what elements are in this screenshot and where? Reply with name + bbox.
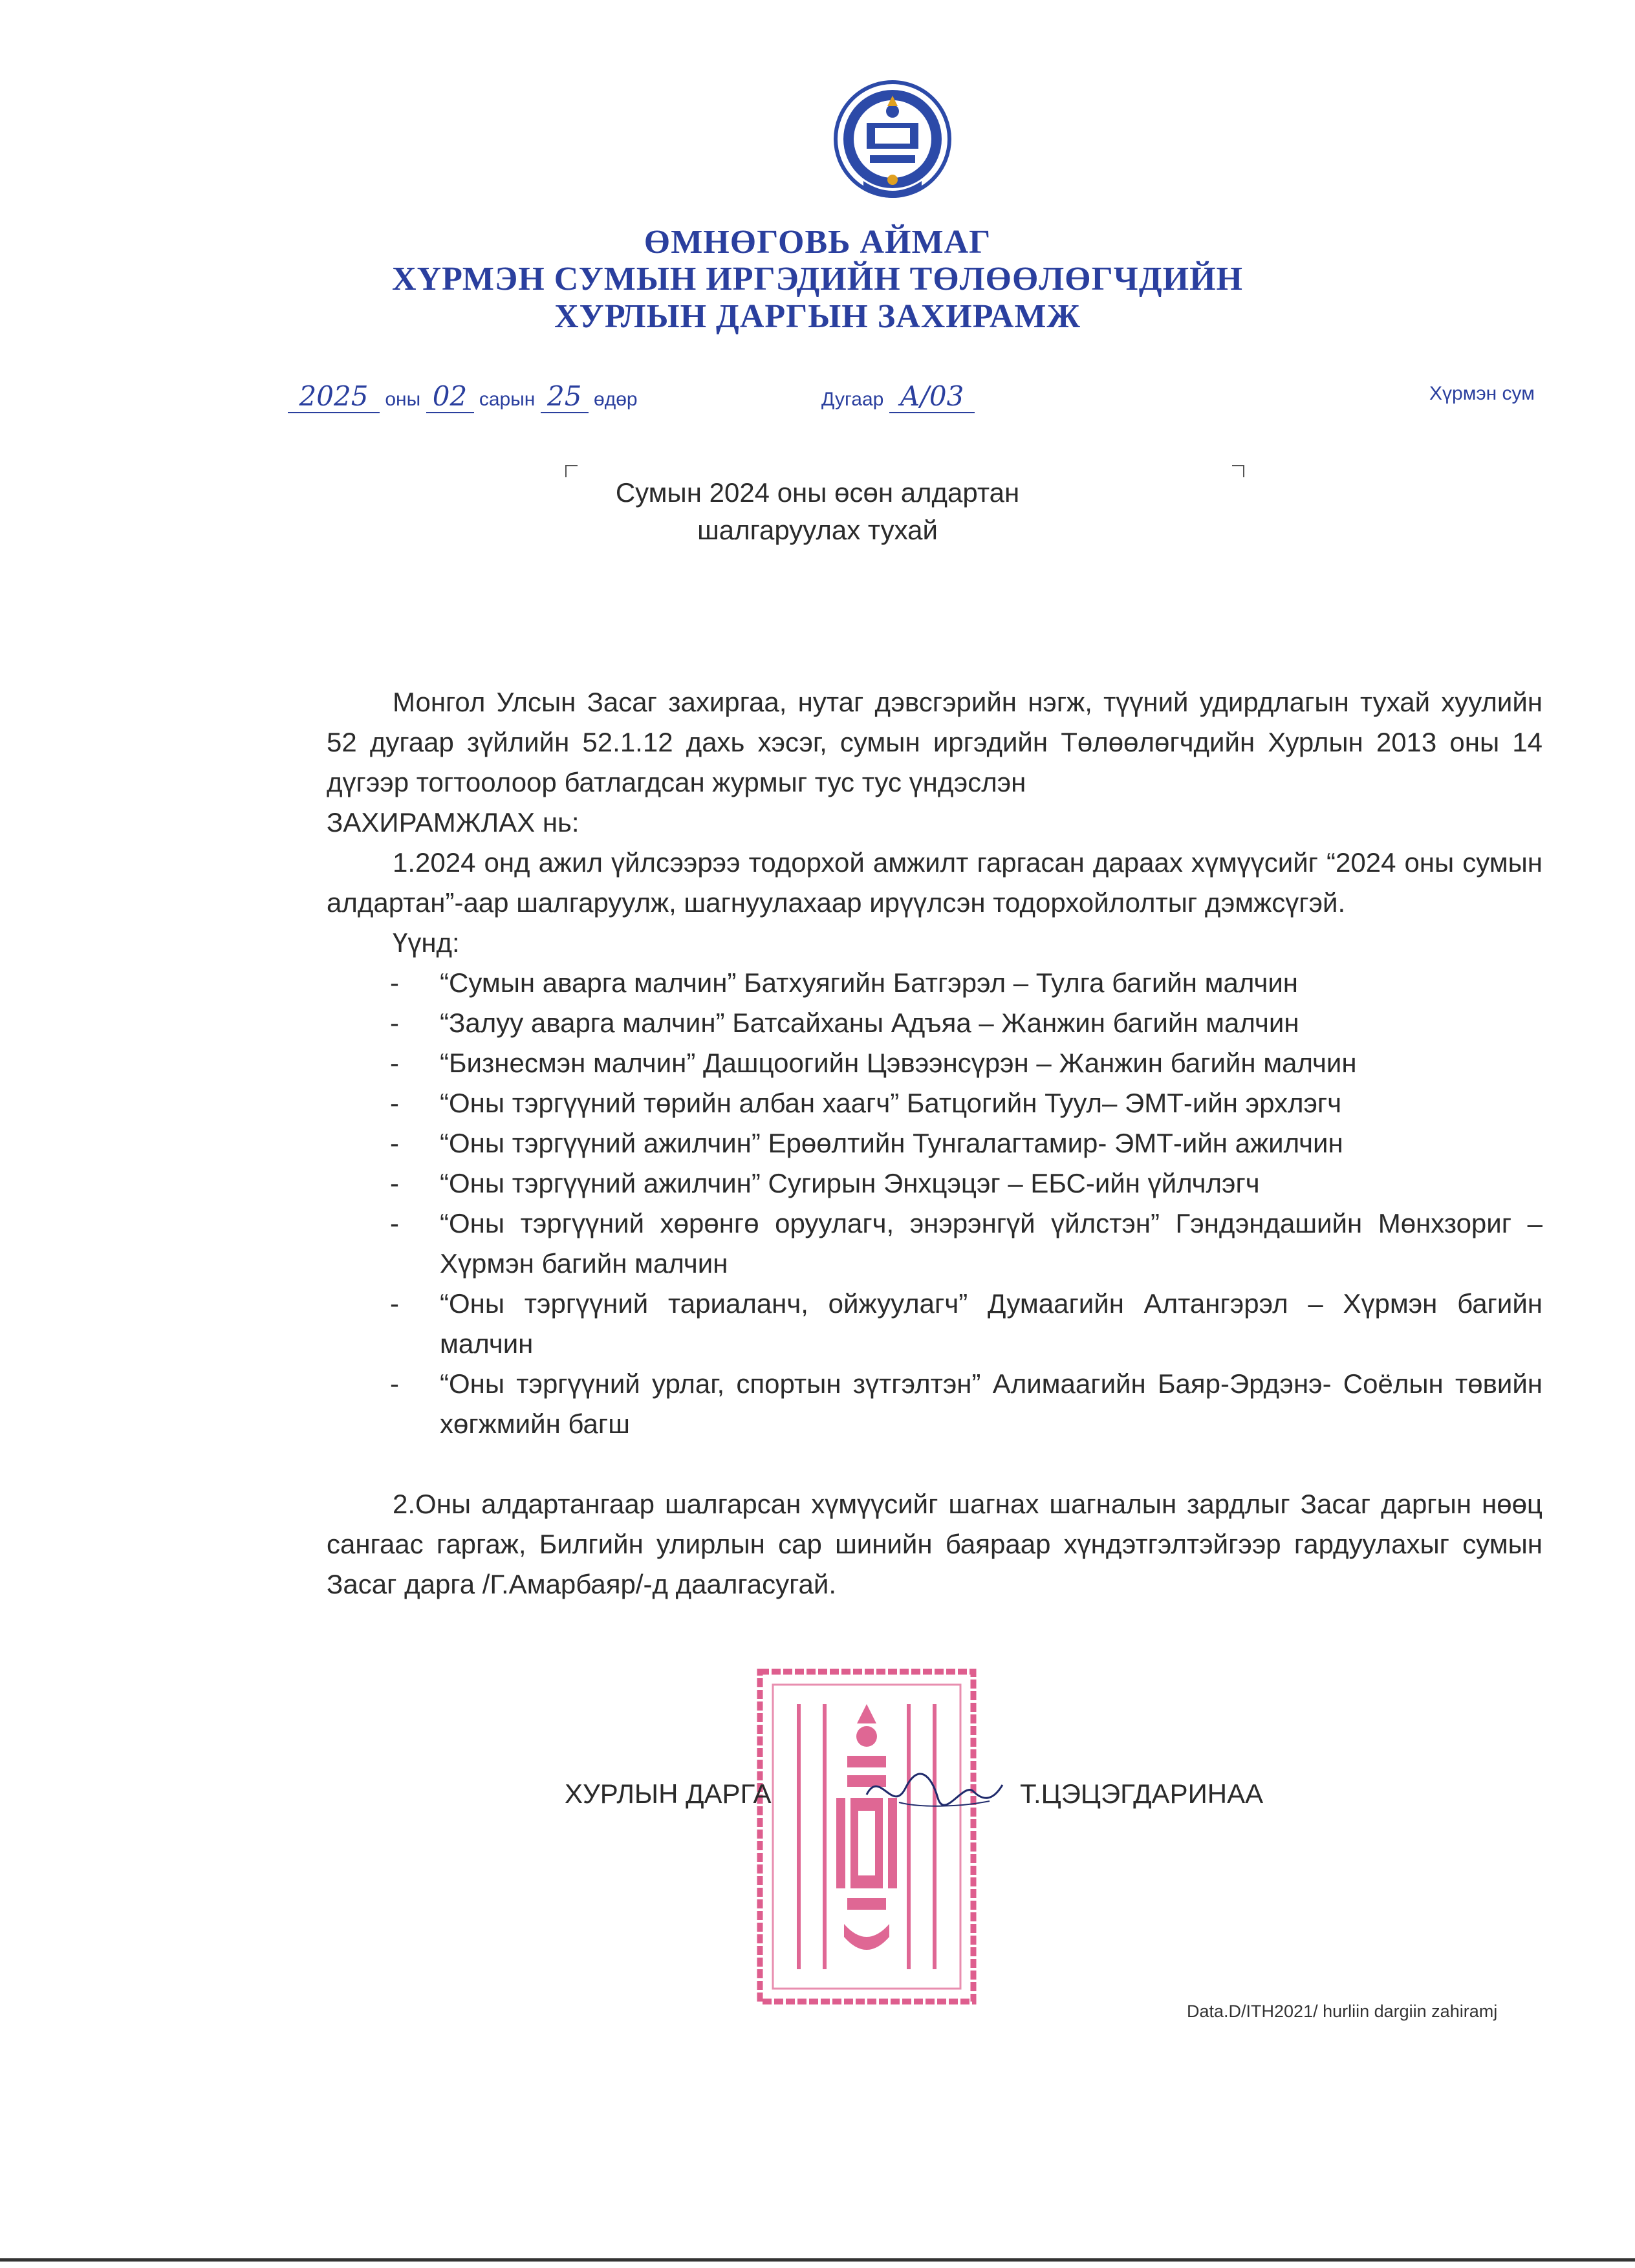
number-value: А/03 [889, 380, 975, 413]
date-month-suffix: сарын [479, 389, 536, 410]
list-item: - “Бизнесмэн малчин” Дашцоогийн Цэвээнсүрэн – Жанжин багийн малчин [390, 1048, 1357, 1078]
list-item: - “Залуу аварга малчин” Батсайханы Адъяа – Жанжин багийн малчин [390, 1008, 1299, 1038]
awardee-list [327, 963, 1543, 1444]
list-item: - “Оны тэргүүний урлаг, спортын зүтгэлтэн” Алимаагийн Баяр-Эрдэнэ- Соёлын төвийн хөгжмийн багш [390, 1368, 1543, 1439]
list-item: - “Оны тэргүүний төрийн албан хаагч” Батцогийн Туул– ЭМТ-ийн эрхлэгч [390, 1088, 1342, 1118]
date-day: 25 [541, 380, 589, 413]
number-label: Дугаар [821, 389, 884, 410]
handwritten-signature-icon [860, 1762, 1009, 1820]
list-item: - “Оны тэргүүний ажилчин” Сугирын Энхцэцэг – ЕБС-ийн үйлчлэгч [390, 1168, 1260, 1198]
bottom-border [0, 2258, 1635, 2262]
header-decree-title: ХУРЛЫН ДАРГЫН ЗАХИРАМЖ [554, 298, 1081, 335]
paragraph-2: 2.Оны алдартангаар шалгарсан хүмүүсийг шагнах шагналын зардлыг Засаг даргын нөөц сангаас гаргаж, Билгийн улирлын сар шинийн баяраар хүндэтгэлтэйгээр гардуулахыг сумын Засаг дарга /Г.Амарбаяр/-д даалгасугай. [327, 1489, 1543, 1599]
date-year-suffix: оны [385, 389, 421, 410]
subject-line-2: шалгаруулах тухай [697, 515, 938, 545]
date-month: 02 [426, 380, 474, 413]
decree-number [821, 380, 975, 413]
date-day-suffix: өдөр [594, 389, 638, 410]
list-item: - “Оны тэргүүний хөрөнгө оруулагч, энэрэнгүй үйлстэн” Гэндэндашийн Мөнхзориг – Хүрмэн багийн малчин [390, 1208, 1543, 1279]
footer-reference: Data.D/ITH2021/ hurliin dargiin zahiramj [1187, 2002, 1498, 2021]
list-item: - “Оны тэргүүний ажилчин” Ерөөлтийн Тунгалагтамир- ЭМТ-ийн ажилчин [390, 1128, 1343, 1158]
official-stamp-icon [753, 1665, 980, 2008]
header-council: ХҮРМЭН СУМЫН ИРГЭДИЙН ТӨЛӨӨЛӨГЧДИЙН [392, 261, 1243, 297]
list-intro: Үүнд: [393, 927, 460, 958]
list-item: - “Оны тэргүүний тариаланч, ойжуулагч” Думаагийн Алтангэрэл – Хүрмэн багийн малчин [390, 1288, 1543, 1359]
decree-subject [0, 474, 1635, 549]
intro-paragraph: Монгол Улсын Засаг захиргаа, нутаг дэвсгэрийн нэгж, түүний удирдлагын тухай хуулийн 52 дугаар зүйлийн 52.1.12 дахь хэсэг, сумын иргэдийн Төлөөлөгчдийн Хурлын 2013 оны 14 дүгээр тогтоолоор батлагдсан журмыг тус тус үндэслэн [327, 687, 1543, 797]
signatory-name: Т.ЦЭЦЭГДАРИНАА [1020, 1778, 1264, 1809]
signatory-title: ХУРЛЫН ДАРГА [565, 1778, 772, 1809]
state-emblem-icon [831, 78, 954, 207]
subject-line-1: Сумын 2024 оны өсөн алдартан [615, 477, 1020, 508]
date-year: 2025 [288, 380, 380, 413]
decree-body [327, 682, 1543, 1604]
header-aimag: ӨМНӨГОВЬ АЙМАГ [644, 224, 991, 261]
paragraph-1: 1.2024 онд ажил үйлсээрээ тодорхой амжилт гаргасан дараах хүмүүсийг “2024 оны сумын алдартан”-аар шалгаруулж, шагнуулахаар ирүүлсэн тодорхойлолтыг дэмжсүгэй. [327, 847, 1543, 918]
decree-word: ЗАХИРАМЖЛАХ нь: [327, 807, 579, 837]
decree-place: Хүрмэн сум [1429, 383, 1535, 404]
decree-date [288, 380, 638, 413]
list-item: - “Сумын аварга малчин” Батхуягийн Батгэрэл – Тулга багийн малчин [390, 967, 1298, 998]
